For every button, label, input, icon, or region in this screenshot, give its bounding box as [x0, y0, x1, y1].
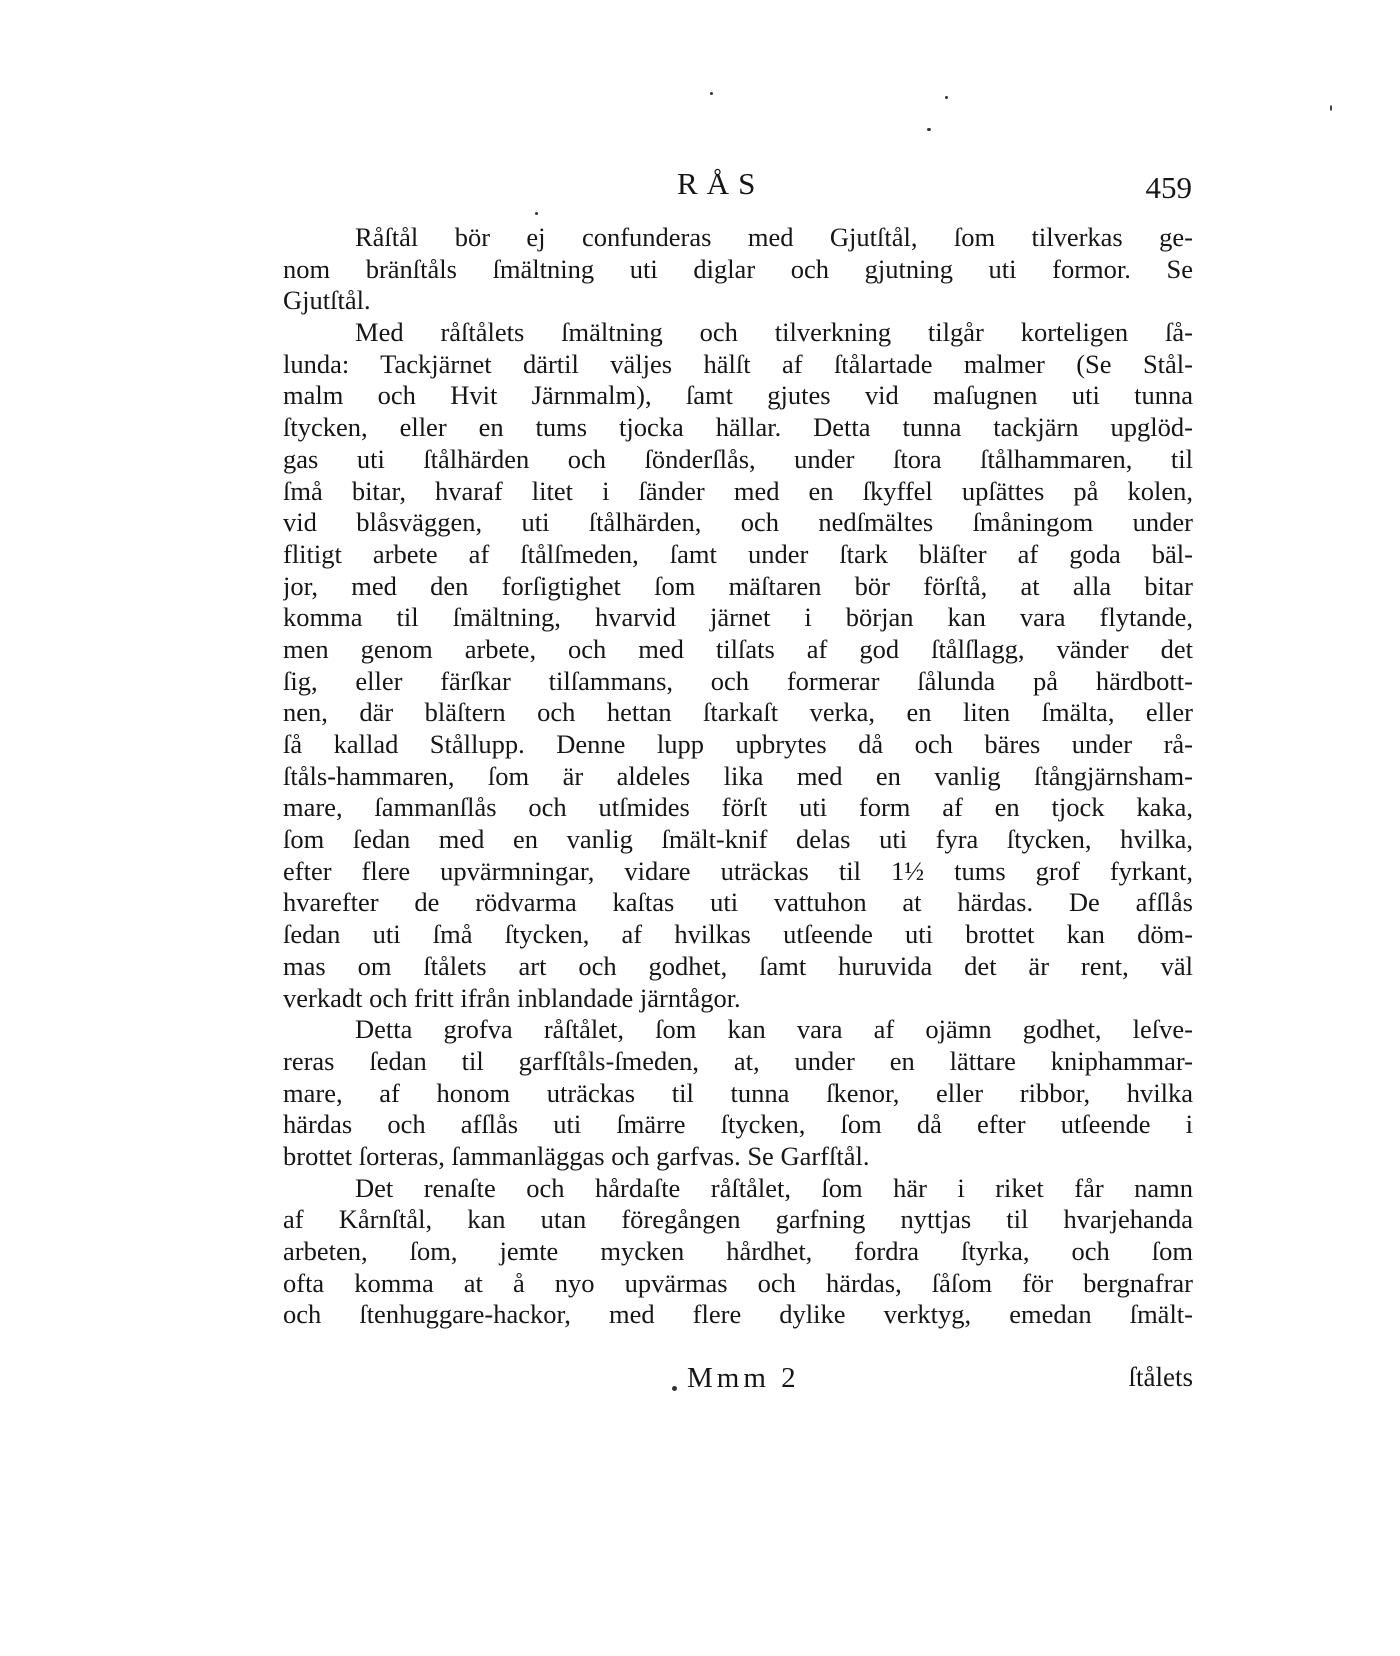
text-line: komma til ſmältning, hvarvid järnet i början kan vara flytande, [283, 602, 1193, 633]
text-line: ſtåls-hammaren, ſom är aldeles lika med en vanlig ſtångjärnsham- [283, 760, 1193, 791]
page-header [282, 166, 1192, 216]
text-line: ſedan uti ſmå ſtycken, af hvilkas utſeende uti brottet kan döm- [283, 919, 1193, 950]
text-line: gas uti ſtålhärden och ſönderſlås, under ſtora ſtålhammaren, til [283, 443, 1193, 474]
text-line: jor, med den forſigtighet ſom mäſtaren bör förſtå, at alla bitar [283, 570, 1193, 601]
text-line: men genom arbete, och med tilſats af god ſtålſlagg, vänder det [283, 633, 1193, 664]
text-line: malm och Hvit Järnmalm), ſamt gjutes vid maſugnen uti tunna [283, 380, 1193, 411]
print-speck [1330, 105, 1332, 111]
text-line: mas om ſtålets art och godhet, ſamt huruvida det är rent, väl [283, 950, 1193, 981]
catchword: ſtålets [1128, 1362, 1193, 1392]
page-number: 459 [1145, 170, 1192, 205]
text-line: reras ſedan til garfſtåls-ſmeden, at, under en lättare kniphammar- [283, 1045, 1193, 1076]
text-line: ſå kallad Stållupp. Denne lupp upbrytes då och bäres under rå- [283, 729, 1193, 759]
text-line: ſtycken, eller en tums tjocka hällar. Detta tunna tackjärn upglöd- [283, 412, 1193, 443]
text-line: verkadt och fritt ifrån inblandade järntågor. [283, 982, 741, 1013]
print-speck [945, 96, 948, 99]
running-head: RÅS [677, 166, 765, 201]
text-line: ſmå bitar, hvaraf litet i ſänder med en ſkyffel upſättes på kolen, [283, 475, 1193, 506]
text-line: af Kårnſtål, kan utan föregången garfning nyttjas til hvarjehanda [283, 1204, 1193, 1235]
print-speck [672, 1386, 677, 1391]
text-line: ſig, eller färſkar tilſammans, och formerar ſålunda på härdbott- [283, 665, 1193, 696]
print-speck [535, 212, 538, 215]
text-line: nom bränſtåls ſmältning uti diglar och gjutning uti formor. Se [283, 253, 1193, 284]
text-line: flitigt arbete af ſtålſmeden, ſamt under ſtark bläſter af goda bäl- [283, 538, 1193, 569]
text-line: ſom ſedan med en vanlig ſmält-knif delas uti fyra ſtycken, hvilka, [283, 824, 1193, 855]
text-line: hvarefter de rödvarma kaſtas uti vattuhon at härdas. De afſlås [283, 887, 1193, 918]
text-line: härdas och afſlås uti ſmärre ſtycken, ſom då efter utſeende i [283, 1109, 1193, 1140]
text-line: Med råſtålets ſmältning och tilverkning tilgår korteligen ſå- [355, 317, 1193, 348]
print-speck [710, 92, 713, 95]
page-footer [283, 1362, 1193, 1402]
text-line: Detta grofva råſtålet, ſom kan vara af ojämn godhet, leſve- [355, 1014, 1193, 1045]
text-line: lunda: Tackjärnet därtil väljes hälſt af ſtålartade malmer (Se Stål- [283, 348, 1193, 379]
text-line: ofta komma at å nyo upvärmas och härdas, ſåſom för bergnafrar [283, 1267, 1193, 1298]
signature-mark: Mmm 2 [687, 1362, 800, 1394]
text-line: och ſtenhuggare-hackor, med flere dylike verktyg, emedan ſmält- [283, 1299, 1193, 1330]
text-line: vid blåsväggen, uti ſtålhärden, och nedſmältes ſmåningom under [283, 507, 1193, 538]
text-line: Råſtål bör ej confunderas med Gjutſtål, ſom tilverkas ge- [355, 222, 1193, 252]
print-speck [927, 128, 931, 131]
text-line: arbeten, ſom, jemte mycken hårdhet, fordra ſtyrka, och ſom [283, 1236, 1193, 1266]
text-line: nen, där bläſtern och hettan ſtarkaſt verka, en liten ſmälta, eller [283, 697, 1193, 728]
text-line: efter flere upvärmningar, vidare uträckas til 1½ tums grof fyrkant, [283, 855, 1193, 886]
text-line: Gjutſtål. [283, 285, 371, 316]
body-text [283, 222, 1193, 1331]
text-line: mare, af honom uträckas til tunna ſkenor, eller ribbor, hvilka [283, 1077, 1193, 1108]
text-line: Det renaſte och hårdaſte råſtålet, ſom här i riket får namn [355, 1172, 1193, 1203]
text-line: mare, ſammanſlås och utſmides förſt uti form af en tjock kaka, [283, 792, 1193, 823]
text-line: brottet ſorteras, ſammanläggas och garfvas. Se Garfſtål. [283, 1140, 870, 1171]
